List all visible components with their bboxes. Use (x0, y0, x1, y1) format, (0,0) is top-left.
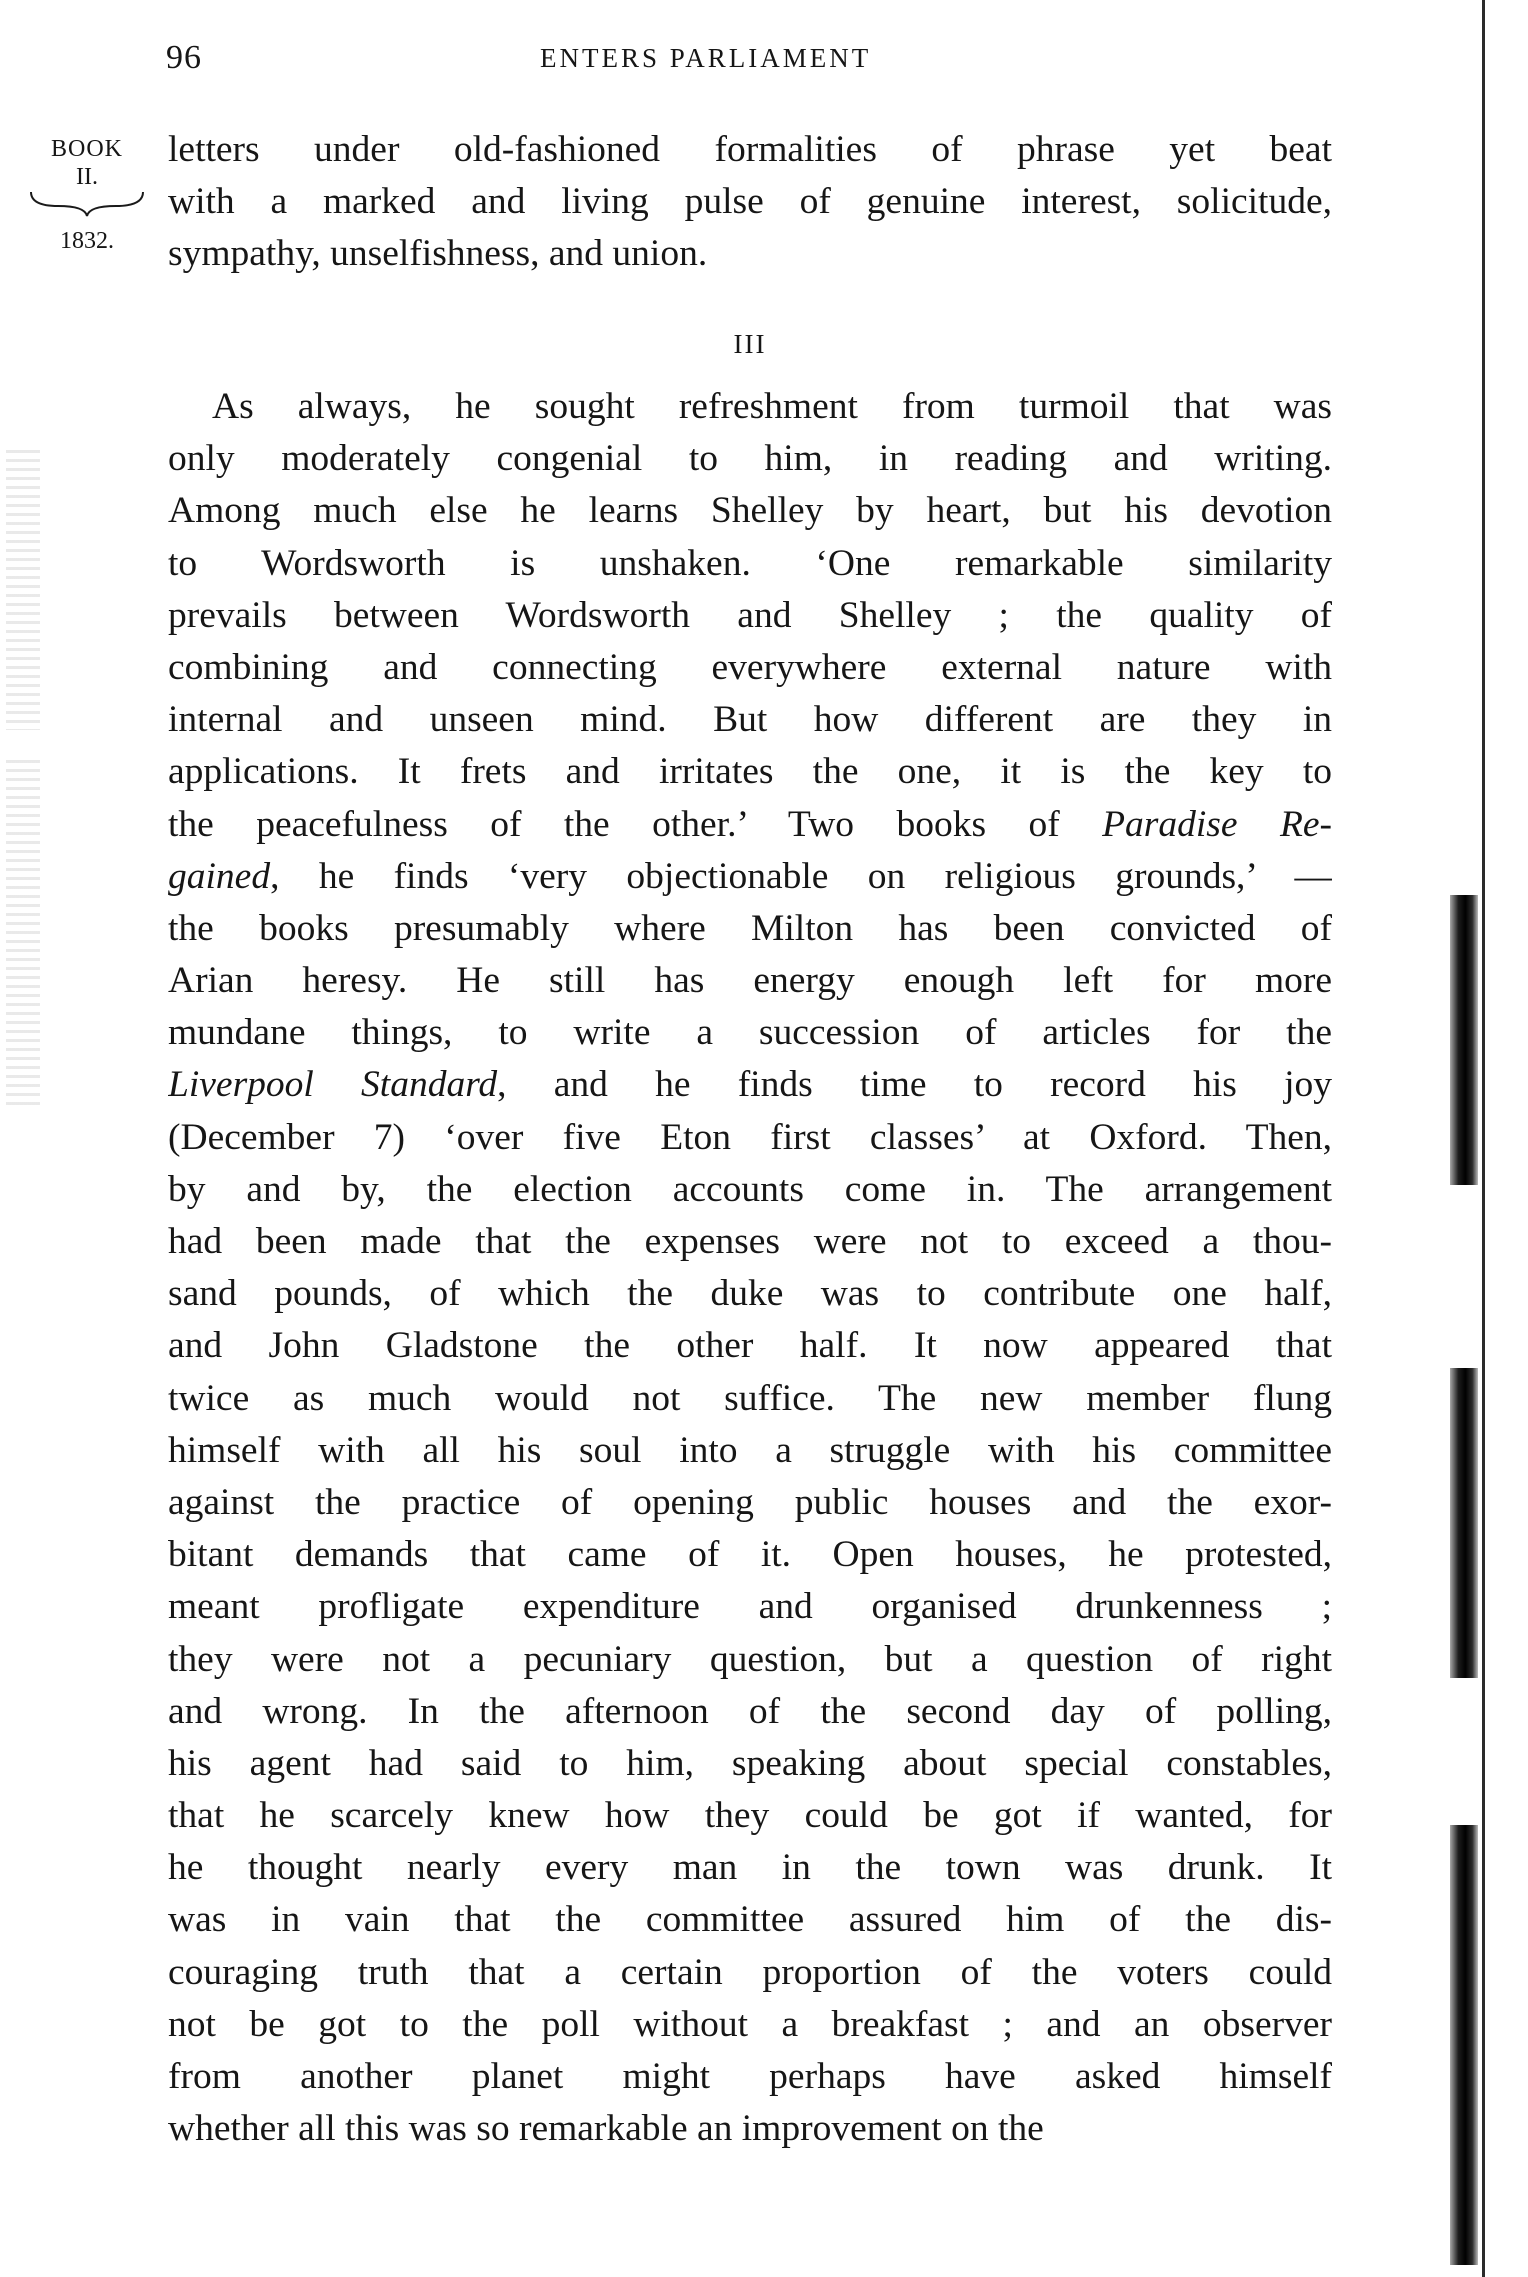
text-line: sympathy, unselfishness, and union. (168, 233, 708, 275)
text-line: the books presumably where Milton has been convicted of (168, 907, 1332, 949)
text-line: by and by, the election accounts come in. The arrangement (168, 1168, 1332, 1210)
text-line: internal and unseen mind. But how different are they in (168, 699, 1332, 741)
text-line: the peacefulness of the other.’ Two books of Paradise Re- (168, 803, 1332, 845)
text-line: twice as much would not suffice. The new member flung (168, 1377, 1332, 1419)
scan-speckle (6, 450, 40, 730)
text-line: and John Gladstone the other half. It now appeared that (168, 1325, 1332, 1367)
page-right-edge (1482, 0, 1485, 2277)
text-line: Liverpool Standard, and he finds time to record his joy (168, 1064, 1332, 1106)
text-line: and wrong. In the afternoon of the second day of polling, (168, 1690, 1332, 1732)
text-line: meant profligate expenditure and organised drunkenness ; (168, 1586, 1332, 1628)
scan-mark (1450, 1825, 1478, 2265)
text-line: they were not a pecuniary question, but a question of right (168, 1638, 1332, 1680)
page-number: 96 (166, 39, 202, 76)
text-line: Among much else he learns Shelley by heart, but his devotion (168, 490, 1332, 532)
text-line: only moderately congenial to him, in reading and writing. (168, 438, 1332, 480)
text-line: he thought nearly every man in the town was drunk. It (168, 1847, 1332, 1889)
main-paragraph (168, 381, 1332, 2155)
text-line: prevails between Wordsworth and Shelley ; the quality of (168, 594, 1332, 636)
continuation-paragraph (168, 124, 1332, 281)
text-line: against the practice of opening public houses and the exor- (168, 1481, 1332, 1523)
text-line: from another planet might perhaps have asked himself (168, 2056, 1332, 2097)
text-line: combining and connecting everywhere external nature with (168, 646, 1332, 688)
text-line: Arian heresy. He still has energy enough left for more (168, 960, 1332, 1002)
text-line: had been made that the expenses were not to exceed a thou- (168, 1221, 1332, 1262)
text-line: (December 7) ‘over five Eton first classes’ at Oxford. Then, (168, 1116, 1332, 1158)
book-number: II. (76, 164, 98, 190)
scan-mark (1450, 895, 1478, 1185)
text-line: mundane things, to write a succession of articles for the (168, 1012, 1332, 1054)
sidenote-year: 1832. (60, 228, 114, 254)
text-line: whether all this was so remarkable an improvement on the (168, 2108, 1044, 2150)
running-head: ENTERS PARLIAMENT (540, 43, 872, 73)
margin-sidenote (22, 134, 152, 256)
text-line: applications. It frets and irritates the one, it is the key to (168, 751, 1332, 793)
scan-speckle (6, 760, 40, 1110)
text-line: his agent had said to him, speaking about special constables, (168, 1742, 1332, 1784)
text-line: with a marked and living pulse of genuine interest, solicitude, (168, 181, 1332, 223)
text-line: himself with all his soul into a struggle with his committee (168, 1429, 1332, 1471)
text-line: that he scarcely knew how they could be got if wanted, for (168, 1795, 1332, 1837)
brace-icon (29, 190, 145, 218)
text-line: not be got to the poll without a breakfast ; and an observer (168, 2003, 1332, 2045)
section-number: III (733, 329, 767, 359)
text-line: bitant demands that came of it. Open houses, he protested, (168, 1534, 1332, 1576)
text-line: couraging truth that a certain proportion of the voters could (168, 1951, 1332, 1993)
text-line: letters under old-fashioned formalities of phrase yet beat (168, 129, 1332, 170)
text-line: to Wordsworth is unshaken. ‘One remarkable similarity (168, 542, 1332, 584)
book-label: BOOK (50, 136, 123, 162)
text-line: was in vain that the committee assured him of the dis- (168, 1899, 1332, 1941)
text-line: gained, he finds ‘very objectionable on religious grounds,’ — (168, 855, 1332, 897)
text-line: sand pounds, of which the duke was to contribute one half, (168, 1273, 1332, 1315)
scan-mark (1450, 1368, 1478, 1678)
text-line: As always, he sought refreshment from turmoil that was (212, 386, 1332, 427)
